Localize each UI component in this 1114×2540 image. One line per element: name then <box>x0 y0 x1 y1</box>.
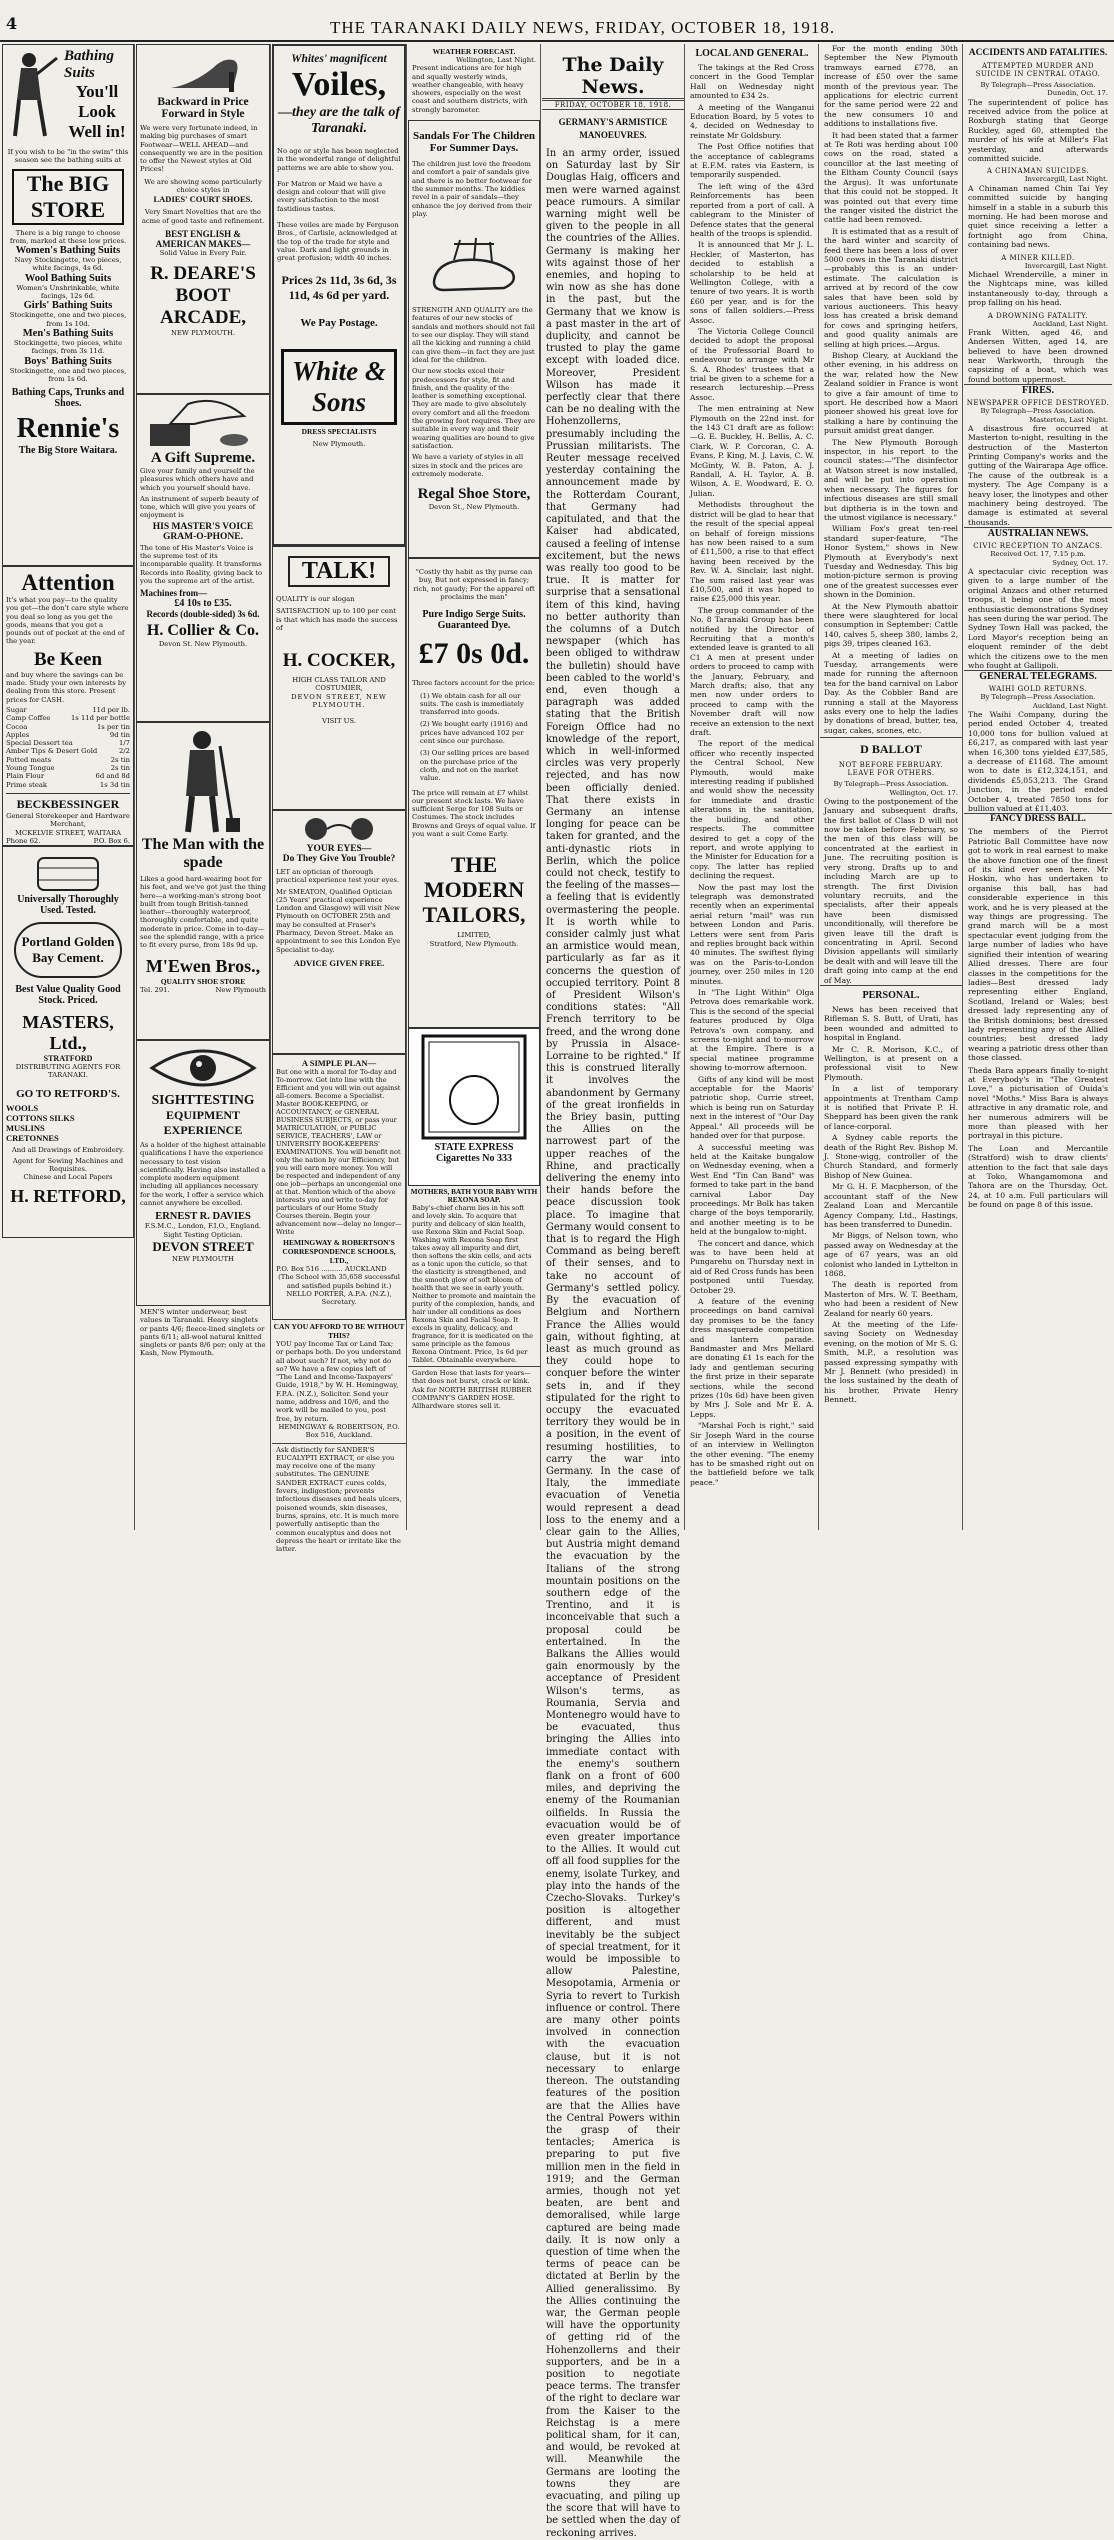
costly-quote: "Costly thy habit as thy purse can buy, But not expressed in fancy; rich, not gaudy; For the apparel oft proclaims the man" <box>413 568 535 601</box>
your-eyes: YOUR EYES— <box>306 844 372 854</box>
column-7 <box>820 44 963 1530</box>
price-row <box>6 756 130 764</box>
ballot-sub: NOT BEFORE FEBRUARY. <box>838 761 944 770</box>
universally-text: Universally Thoroughly Used. Tested. <box>17 894 119 916</box>
price-value: 1s 3d tin <box>99 780 130 789</box>
beck-sub: General Storekeeper and Hardware Merchant, <box>6 811 130 829</box>
price-value: 1/7 <box>119 739 130 748</box>
mewen-tel: Tel. 291. <box>140 985 170 994</box>
talk-heading: TALK! <box>288 556 390 587</box>
davies-cred: Sight Testing Optician. <box>163 1230 243 1239</box>
afford-sig: HEMINGWAY & ROBERTSON, P.O. Box 516, Auckland. <box>278 1422 400 1440</box>
daily-news-nameplate: The Daily News. <box>562 54 664 98</box>
retford-list: WOOLS COTTONS SILKS MUSLINS CRETONNES <box>6 1102 75 1143</box>
price-item: Special Dessert tea <box>6 739 73 748</box>
collier-town: Devon St. New Plymouth. <box>158 640 248 649</box>
hemingway-ad <box>272 1054 406 1320</box>
sandal-icon <box>412 222 536 302</box>
waitara-store: The Big Store Waitara. <box>18 445 118 457</box>
eye-icon <box>140 1044 266 1092</box>
modern-tailors-ad <box>408 558 540 1028</box>
big-range-text: There is a big range to choose from, marked at these low prices. <box>9 228 127 245</box>
deare-shoe-ad <box>136 44 270 394</box>
fires-text: A disastrous fire occurred at Masterton to-night, resulting in the destruction of the Masterton Printing Company's works and the gutting of the Wairarapa Age office. The cause of the outbreak is a mystery. The Age Company is a heavy loser, the linotypes and other machinery being destroyed. The damage is estimated at several thousands. <box>968 423 1108 527</box>
miner-place: Invercargill, Last Night. <box>1024 261 1108 270</box>
price-value: 2s tin <box>110 755 130 764</box>
chin-text: A Chinaman named Chin Tai Yey committed suicide by hanging himself in a stable in a suburb this morning. He had been morose and quiet since receiving a letter a fortnight ago from China, containing bad news. <box>968 183 1108 250</box>
price-row <box>6 781 130 789</box>
price-value: 1s 11d per bottle <box>70 714 130 723</box>
gen-text: The Waihi Company, during the period ended October 4, treated 10,000 tons for bullion valued at £6,217, as compared with last year when 16,300 tons yielded £37,585, a decrease of £1168. The amount won to date is £12,324,151, and dividends £5,053,213. The Grand Junction, in the period ended October 4, treated 7850 tons for bullion valued at £11,403. <box>968 709 1108 814</box>
factor-1: (1) We obtain cash for all our suits. The cash is immediately transferred into goods. <box>420 691 524 717</box>
price-value: 2s tin <box>110 764 130 773</box>
ballot-by: By Telegraph—Press Association. <box>833 780 949 789</box>
chinaman-heading: A CHINAMAN SUICIDES. <box>986 167 1090 176</box>
state-express-ad <box>408 1028 540 1186</box>
local-paragraph: The men entraining at New Plymouth on the 22nd inst. for the 143 C1 draft are as follow:—G. E. Buckley, H. Bellis, A. C. Clark, W. P. Corcoran, C. A. Evans, P. King, M. J. Lavis, C. W. McGinty, W. B. Paton, A. J. Randall, A. H. Taylor, A. B. Wilson, A. E. Woodward, E. O. Julian. <box>690 404 814 498</box>
aus-text: A spectacular civic reception was given to a large number of the original Anzacs and other returned troops, it being one of the most enthusiastic demonstrations Sydney has seen during the war period. The Sydney Town Hall was packed, the Lord Mayor's reception being an eloquent reminder of the debt which the citizens owe to the men who fought at Gallipoli. <box>968 566 1108 670</box>
list-item: Wool Bathing Suits Women's Unshrinkable, white facings, 12s 6d. <box>16 272 120 301</box>
showing-text: We are showing some particularly choice styles in <box>144 177 262 195</box>
retford-art: And all Drawings of Embroidery. <box>11 1145 125 1154</box>
sanders-text: Ask distinctly for SANDER'S EUCALYPTI EXTRACT, or else you may receive one of the many substitutes. The GENUINE SANDER EXTRACT cures colds, fevers, indigestion; prevents infectious diseases and heals ulcers, poisoned wounds, skin diseases, burns, sprains, etc. It is much more powerfully antiseptic than the common eucalyptus and does not depress the heart or irritate like the latter. <box>272 1443 406 1556</box>
local-paragraph: The group commander of the No. 8 Taranaki Group has been notified by the Director of Recruiting that a month's extended leave is granted to all C1 A men at present under orders to proceed to camp with the January, February, and March drafts; also, that any men now under orders to proceed to camp with the November draft will now receive an extension to the next draft. <box>690 605 814 738</box>
personal-heading: PERSONAL. <box>862 989 920 1001</box>
simple-text: But one with a moral for To-day and To-morrow. Get into line with the Efficient and you will win out against all-comers. Become a Specialist. Master BOOK-KEEPING, or ACCOUNTANCY, or GENERAL BUSINESS SUBJECTS, or pass your MATRICULATION, or PUBLIC SERVICE, TEACHERS', LAW or UNIVERSITY BOOK-KEEPERS' EXAMINATIONS. You will benefit not only the nation by our Efficiency, but you will earn more money. You will be respected and independent of any one job—perhaps an uncongenial one at that. Mention which of the above interests you and write to-day for particulars of our Home Study Courses therein. Begin your advancement now—delay no longer—Write <box>276 1068 402 1236</box>
price-row <box>6 739 130 747</box>
be-keen-text: and buy where the savings can be made. Study your own interests by dealing from this store. Present prices for CASH. <box>6 670 127 704</box>
white-sons-ad <box>272 44 406 546</box>
simple-plan: A SIMPLE PLAN— <box>301 1058 377 1068</box>
big-store-logo: The BIG STORE <box>12 169 124 225</box>
bathing-title: Bathing Suits <box>64 48 115 81</box>
factor-2: (2) We bought early (1916) and prices have advanced 102 per cent since our purchase. <box>420 720 528 746</box>
eyes-text2: Mr SMEATON, Qualified Optician (25 Years' practical experience London and Glasgow) will visit New Plymouth on OCTOBER 25th and may be consulted at Fraser's Pharmacy, Devon Street. Make an appointment to see this London Eye Specialist to-day. <box>276 887 401 954</box>
price-value: 6d and 8d <box>95 772 130 781</box>
local-paragraph: The Post Office notifies that the acceptance of cablegrams at E.F.M. rates via Eastern, is temporarily suspended. <box>690 142 814 180</box>
aus-place: Sydney, Oct. 17. <box>1052 558 1108 567</box>
price-row <box>6 772 130 780</box>
retford-agent: Agent for Sewing Machines and Requisites. <box>12 1156 124 1174</box>
voile-text1: No age or style has been neglected in the wonderful range of delightful patterns we are able to show you. <box>277 147 401 172</box>
gen-place: Auckland, Last Night. <box>1032 701 1108 710</box>
advice-free: ADVICE GIVEN FREE. <box>293 957 385 968</box>
cocker-addr: DEVON STREET, NEW PLYMOUTH. <box>291 692 387 710</box>
editorial-headline: GERMANY'S ARMISTICE MANOEUVRES. <box>558 117 668 140</box>
general-telegrams-heading: GENERAL TELEGRAMS. <box>979 671 1097 683</box>
davies-sub: F.S.M.C., London, F.I.O., England. <box>144 1222 262 1231</box>
machines-price: £4 10s to £35. <box>174 598 232 610</box>
records-price: Records (double-sided) 3s 6d. <box>146 609 260 620</box>
list-item: Girls' Bathing Suits Stockingette, one and two pieces, from 1s 10d. <box>9 300 127 328</box>
portland-cement: Portland Golden Bay Cement. <box>14 922 122 978</box>
modern-tailors-name: THE MODERN TAILORS, <box>422 852 526 928</box>
page-number: 4 <box>6 14 18 33</box>
regal-shoe-store: Regal Shoe Store, <box>417 486 531 503</box>
news-paragraph: At a meeting of ladies on Tuesday, arrangements were made for running the afternoon tea for the band carnival on Labor Day. As the Cobbler Band are running a stall at the Mayoress asks every one to help the ladies by donations of bread, butter, tea, sugar, cakes, scones, etc. <box>824 650 958 735</box>
man-spade-title: The Man with the spade <box>141 836 265 871</box>
weather-text: Present indications are for high and squally westerly winds, weather changeable, with heavy showers, especially on the west coast and southern districts, with strongly barometer. <box>412 64 528 114</box>
drown-text: Frank Witten, aged 46, and Andersen Witten, aged 14, are believed to have been drowned near Warkworth, through the capsizing of a boat, which was found bottom uppermost. <box>968 327 1108 384</box>
drown-heading: A DROWNING FATALITY. <box>987 311 1089 320</box>
ballot-title: D BALLOT <box>860 742 922 757</box>
personal-paragraph: Mr G. H. F. Macpherson, of the accountant staff of the New Zealand Loan and Mercantile Agency Company, Ltd., Hastings, has been transferred to Dunedin. <box>824 1182 958 1229</box>
australian-heading: AUSTRALIAN NEWS. <box>987 528 1089 540</box>
ws-town: New Plymouth. <box>312 439 366 448</box>
shoe-text: We were very fortunate indeed, in making big purchases of smart Footwear—WELL AHEAD—and consequently we are in the position to offer the Newest styles at Old Prices! <box>140 124 263 174</box>
stocks-text: Our new stocks excel their predecessors for style, fit and finish, and the quality of the leather is something exceptional. They are made to give absolutely every comfort and all the freedom the growing foot requires. They are suitable in every way and their wearing qualities are bound to give satisfaction. <box>412 367 535 450</box>
be-keen-heading: Be Keen <box>33 648 103 670</box>
mewen-town: New Plymouth <box>215 985 266 994</box>
list-item: Women's Bathing Suits Navy Stockingette, two pieces, white facings, 4s 6d. <box>14 245 122 273</box>
suit-price: £7 0s 0d. <box>418 637 530 671</box>
beckbessinger-ad <box>2 566 134 846</box>
cocker-sub: HIGH CLASS TAILOR AND COSTUMIER, <box>292 676 386 693</box>
hmv-text: The tone of His Master's Voice is the supreme test of its incomparable quality. It transforms Records into Reality, giving back to you the supreme art of the artist. <box>140 543 263 585</box>
regal-shoe-ad <box>408 120 540 558</box>
visit-us: VISIT US. <box>322 717 356 726</box>
cement-cask-icon <box>6 854 130 894</box>
column-3 <box>272 44 407 1554</box>
remain-text: The price will remain at £7 whilst our present stock lasts. We have sufficient Serge for 108 Suits or Costumes. The stock includes Browns and Greys of equal value. If you want a suit Come Early. <box>412 788 536 839</box>
eyes-text: LET an optician of thorough practical experience test your eyes. <box>276 868 399 885</box>
col7-paragraphs <box>820 44 962 735</box>
list-item: Men's Bathing Suits Stockingette, two pieces, white facings, from 3s 11d. <box>13 327 123 356</box>
ladies-court-shoes: LADIES' COURT SHOES. <box>153 194 253 205</box>
afford-text: YOU pay Income Tax or Land Tax; or perhaps both. Do you understand all about such? If not, why not do so? We have a few copies left of "The Land and Income-Taxpayers' Guide, 1918," by W. H. Hemingway, F.P.A. (N.Z.), Solicitor. Send your name, address and 10/6, and the work will be mailed to you, post free, by return. <box>276 1340 401 1423</box>
ballot-text: Owing to the postponement of the January and subsequent drafts, the first ballot of Class D will not now be taken before February, so the men of this class will be concentrated at the earliest in June. The recruiting position is very strong. Drafts up to and including March are up to strength. The first Division voluntary recruits, and the specialists, after their appeals have been dismissed unconditionally, will therefore be given leave till the draft is concentrating in April. Second Division appellants will similarly be dealt with and will leave till the draft going into camp at the end of May. <box>824 796 958 985</box>
collier-gramophone-ad <box>136 394 270 722</box>
deare-boot-arcade: R. DEARE'S BOOT ARCADE, <box>150 263 256 329</box>
bathing-figure-icon <box>6 48 64 138</box>
ballot-leave: LEAVE FOR OTHERS. <box>847 769 935 778</box>
local-paragraph: A successful meeting was held at the Kaitake bungalow on Wednesday evening, when a West End "Tin Can Band" was formed to take part in the band carnival Labor Day proceedings. Mr Bolk has taken charge of the boys temporarily, and another meeting is to be held at the bungalow to-night. <box>690 1142 814 1237</box>
personal-paragraph: Mr Biggs, of Nelson town, who passed away on Wednesday at the age of 67 years, was an old colonist who landed in Lyttelton in 1868. <box>824 1231 958 1278</box>
price-item: Camp Coffee <box>6 714 51 723</box>
news-paragraph: The New Plymouth Borough inspector, in his report to the council states:—"The disinfector at Watson street is now installed, and will be put into operation when necessary. The figures for infectious diseases are still small but diptheria is in the town and the utmost vigilance is necessary." <box>824 437 958 522</box>
price-value: 2/2 <box>119 747 130 756</box>
personal-paragraph: In a list of temporary appointments at Trentham Camp it is notified that Private P. H. Sheppard has been given the rank of lance-corporal. <box>824 1084 958 1131</box>
solid-value: Solid Value in Every Pair. <box>159 248 247 257</box>
voiles: Voiles, <box>291 66 387 103</box>
cocker-tailor-ad <box>272 546 406 810</box>
price-row <box>6 714 130 722</box>
hem-sig: NELLO PORTER, A.P.A. (N.Z.), Secretary. <box>286 1289 392 1307</box>
price-item: Amber Tips & Desert Gold <box>6 747 98 756</box>
personal-paragraph: The death is reported from Masterton of Mrs. W. T. Beetham, who had been a resident of New Zealand for nearly 60 years. <box>824 1280 958 1318</box>
editorial-date: FRIDAY, OCTOBER 18, 1918. <box>554 101 672 109</box>
equipment: EQUIPMENT <box>165 1108 240 1122</box>
fires-place: Masterton, Last Night. <box>1029 415 1108 424</box>
masthead <box>0 0 1114 42</box>
local-general-heading: LOCAL AND GENERAL. <box>695 48 809 59</box>
strength-text: STRENGTH AND QUALITY are the features of our new stocks of sandals and mothers should not fail to see our display. They will stand all the kicking and running a child can give them—in fact they are just ideal for the children. <box>412 306 535 364</box>
spectacles-icon <box>276 814 402 844</box>
price-item: Prime steak <box>6 780 48 789</box>
hem-note: (The School with 35,658 successful and satisfied pupils behind it.) <box>278 1273 400 1290</box>
fires-by: By Telegraph—Press Association. <box>980 407 1096 416</box>
aus-received: Received Oct. 17, 7.15 p.m. <box>990 550 1086 559</box>
retford-name: H. RETFORD, <box>10 1185 126 1206</box>
weather-place: Wellington, Last Night. <box>456 56 536 64</box>
youll-look-well: You'll Look Well in! <box>68 82 126 141</box>
sandals-text: The children just love the freedom and comfort a pair of sandals give and there is no better footwear for the summer months. The kiddies revel in a pair of sandals—they enhance the joy derived from their play. <box>412 160 532 218</box>
news-paragraph: It had been stated that a farmer at Te Roti was herding about 100 cows on the road, stated a councillor at the last meeting of the Eltham County Council (says the Argus). It was unfortunate that this could not be stopped. It was pointed out that every time the ranger visited the district the cattle had been removed. <box>824 130 958 225</box>
high-heel-shoe-icon <box>140 48 266 96</box>
column-5-editorial <box>542 44 685 2539</box>
masters-town: STRATFORD <box>43 1054 93 1063</box>
sandals-heading: Sandals For The Children For Summer Days. <box>413 130 535 155</box>
eyes-trouble: Do They Give You Trouble? <box>282 854 396 864</box>
news-paragraph: William Fox's great ten-reel standard super-feature, "The Honor System," shows in New Plymouth at Everybody's next Tuesday and Wednesday. This big motion-picture sermon is proving one of the greatest successes ever shown in the Dominion. <box>824 524 958 600</box>
rexona-heading: MOTHERS, BATH YOUR BABY WITH REXONA SOAP. <box>410 1188 538 1205</box>
caps-text: Bathing Caps, Trunks and Shoes. <box>11 387 125 410</box>
price-item: Cocoa <box>6 722 28 731</box>
local-paragraph: A feature of the evening proceedings on band carnival day promises to be the fancy dress masquerade competition and lantern parade. Bandmaster and Mrs Mellard are donating £1 1s each for the lady and gentleman securing the first prize in their separate sections, while the second prizes (10s 6d) have been given by Mrs J. Sole and Mr E. A. Lepps. <box>690 1297 814 1419</box>
gift-text: Give your family and yourself the pleasures which others have and which you yourself should have. <box>140 467 255 492</box>
hem-box: P.O. Box 516 .......... AUCKLAND <box>276 1265 387 1273</box>
price-row <box>6 706 130 714</box>
local-paragraph: Now the past may lost the telegraph was demonstrated recently when an experimental aerial return "mail" was run between London and Paris. Letters were sent from Paris and replies brought back within 40 minutes. The swiftest flying was on the Paris-to-London journey, over 250 miles in 120 minutes. <box>690 882 814 986</box>
pure-indigo: Pure Indigo Serge Suits. Guaranteed Dye. <box>422 609 526 632</box>
column-4 <box>408 44 541 1530</box>
personal-paragraph: Mr C. R. Morison, K.C., of Wellington, is at present on a professional visit to New Plymouth. <box>824 1044 958 1082</box>
bathing-items-list <box>6 245 130 383</box>
miner-text: Michael Wrenderville, a miner in the Nightcaps mine, was killed instantaneously to-day, through a prop falling on his head. <box>968 269 1108 308</box>
sight-testing: SIGHTTESTING <box>151 1092 255 1107</box>
big-store-ad <box>2 44 134 566</box>
garden-hose-text: Garden Hose that lasts for years—that does not burst, crack or kink. Ask for NORTH BRITISH RUBBER COMPANY'S GARDEN HOSE. Allhardware stores sell it. <box>408 1366 540 1412</box>
miner-heading: A MINER KILLED. <box>1001 253 1075 262</box>
voile-text3: These voiles are made by Ferguson Bros., of Carlisle, acknowledged at the top of the trade for style and value. Dark and light grounds in great profusion; width 40 inches. <box>277 221 399 263</box>
gift-text2: An instrument of superb beauty of tone, which will give you years of enjoyment is <box>140 494 259 520</box>
price-list <box>6 706 130 789</box>
factors-text: Three factors account for the price: <box>412 679 536 688</box>
price-row <box>6 731 130 739</box>
davies-sight-ad <box>136 1040 270 1306</box>
gift-supreme: A Gift Supreme. <box>150 450 256 466</box>
we-pay-postage: We Pay Postage. <box>300 316 378 329</box>
machines-from: Machines from— <box>140 588 208 599</box>
hmv-title: HIS MASTER'S VOICE GRAM-O-PHONE. <box>152 521 254 542</box>
local-paragraph: Gifts of any kind will be most acceptable for the Maoris' patriotic shop, Currie street, which is being run on Saturday next in the interest of "Our Day Appeal." All proceeds will be handed over for that purpose. <box>690 1074 814 1141</box>
novelties-text: Very Smart Novelties that are the acme of good taste and refinement. <box>141 208 265 225</box>
column-8 <box>964 44 1112 1530</box>
fires-heading: FIRES. <box>1022 385 1054 397</box>
local-paragraph: The report of the medical officer who recently inspected the Central School, New Plymouth, would make interesting reading if published and would show the necessity for immediate and drastic alterations in the sanitation, the building, and other respects. The committee desired to get a copy of the report, and wrote applying to the Minister for Education for a copy. The latter has replied declining the request. <box>690 739 814 881</box>
acc-by: By Telegraph—Press Association. <box>980 81 1096 89</box>
aus-sub: CIVIC RECEPTION TO ANZACS. <box>973 542 1103 551</box>
chin-place: Invercargill, Last Night. <box>1024 175 1108 184</box>
price-item: Young Tongue <box>6 764 55 773</box>
local-paragraphs <box>686 63 818 1487</box>
news-paragraph: For the month ending 30th September the New Plymouth tramways earned £778, an increase of £50 over the same month of the previous year. The applications for electric current for the same period were 22 and the new consumers 10 and additions to installations five. <box>824 44 958 129</box>
swim-intro: If you wish to be "in the swim" this season see the bathing suits at <box>7 148 129 165</box>
drown-place: Auckland, Last Night. <box>1032 319 1108 328</box>
local-paragraph: The Victoria College Council decided to adopt the proposal of the Professorial Board to endeavour to arrange with Mr S. A. Rhodes' trustees that a trial be given to a scheme for a research lectureship.—Press Assoc. <box>690 326 814 402</box>
local-paragraph: The left wing of the 43rd Reinforcements has been reported from a port of call. A cablegram to the Minister of Defence states that the general health of the troops is splendid. <box>690 181 814 238</box>
gramophone-icon <box>140 398 266 450</box>
deare-town: NEW PLYMOUTH. <box>170 329 236 338</box>
price-item: Apples <box>6 730 30 739</box>
retford-go: GO TO RETFORD'S. <box>16 1087 120 1100</box>
state-express-label: STATE EXPRESS Cigarettes No 333 <box>434 1142 514 1165</box>
accidents-sub: ATTEMPTED MURDER AND SUICIDE IN CENTRAL OTAGO. <box>975 62 1101 78</box>
sight-text: As a holder of the highest attainable qualifications I have the experience necessary to test vision scientifically. Having also installed a complete modern equipment including all appliances necessary for the work, I offer a service which cannot anywhere be excelled. <box>140 1141 266 1208</box>
rennies-logo: Rennie's <box>16 413 120 445</box>
personal-paragraph: News has been received that Rifleman S. S. Butt, of Urati, has been wounded and admitted to hospital in England. <box>824 1004 958 1043</box>
masters-sub: DISTRIBUTING AGENTS FOR TARANAKI. <box>15 1063 121 1080</box>
local-paragraph: Methodists throughout the district will be glad to hear that the result of the special appeal on behalf of foreign missions has now been raised to a sum of £11,500, a rise to that effect having been received by the Rev. W. A. Sinclair, last night. The sum raised last year was £10,500, and it was hoped to raise £25,000 this year. <box>690 500 814 604</box>
masters-cement-ad <box>2 846 134 1238</box>
talk-text: QUALITY is our slogan <box>276 595 355 603</box>
cocker-name: H. COCKER, <box>282 650 396 672</box>
retford-lace: Chinese and Local Papers <box>23 1173 113 1182</box>
mewen-name: M'Ewen Bros., <box>145 955 261 976</box>
devon-town: NEW PLYMOUTH <box>172 1254 234 1263</box>
beckbessinger-name: BECKBESSINGER <box>6 793 130 812</box>
news-paragraph: Bishop Cleary, at Auckland the other evening, in his address on the war, related how the New Zealand soldier in France is wont to give a fair amount of time to sport. He described how a Maori pioneer showed his great love for stalking a hare by continuing the pursuit amidst great danger. <box>824 351 958 436</box>
list-item: Boys' Bathing Suits Stockingette, one and two pieces, from 1s 6d. <box>9 355 127 383</box>
voile-text2: For Matron or Maid we have a design and colour that will give every satisfaction to the most fastidious tastes. <box>277 179 386 213</box>
voile-prices: Prices 2s 11d, 3s 6d, 3s 11d, 4s 6d per yard. <box>281 272 397 302</box>
forward-style: Forward in Style <box>161 108 245 120</box>
fires-sub: NEWSPAPER OFFICE DESTROYED. <box>966 399 1110 408</box>
whites-magnificent: Whites' magnificent <box>291 53 387 65</box>
cigarette-tin-icon <box>412 1032 536 1142</box>
talk-of-taranaki: —they are the talk of Taranaki. <box>277 105 401 136</box>
ballot-place: Wellington, Oct. 17. <box>889 788 958 797</box>
davies-name: ERNEST R. DAVIES <box>155 1211 251 1223</box>
mens-underwear-text: MEN'S winter underwear, best values in Taranaki. Heavy singlets or pants 4/6; fleece-lined singlets or pants 6/11; all-wool natural knitted singlets or pants 8/6 per; only at the Kash, New Plymouth. <box>140 1308 266 1358</box>
white-sons-logo: White & Sons <box>281 349 397 425</box>
price-row <box>6 747 130 755</box>
man-with-spade-icon <box>140 726 266 836</box>
attention-heading: Attention <box>21 570 115 595</box>
modern-town: Stratford, New Plymouth. <box>429 939 519 948</box>
price-item: Sugar <box>6 705 27 714</box>
attention-text: It's what you pay—to the quality you get—the don't care style where you deal so long as you get the goods, means that you get a pounds out of pocket at the end of the year. <box>6 596 129 646</box>
loan-text: The Loan and Mercantile (Stratford) wish to draw clients' attention to the fact that sale days at Toko, Whangamomona and Tahora are on the Thursday, Oct. 24, at 10 a.m. Full particulars will be found on page 8 of this issue. <box>968 1143 1108 1210</box>
devon-street: DEVON STREET <box>152 1238 254 1254</box>
best-english: BEST ENGLISH & AMERICAN MAKES— <box>155 228 251 249</box>
price-value: 11d per lb. <box>92 705 130 714</box>
local-paragraph: The concert and dance, which was to have been held at Pungarehu on Thursday next in aid of Red Cross funds has been postponed until Tuesday, October 29. <box>690 1238 814 1295</box>
man-spade-text: Likes a good hard-wearing boot for his feet, and we've got just the thing here—a working-man's strong boot built from tough British-tanned leather—thoroughly waterproof, thoroughly comfortable, and quite moderate in price. Come in to-day—see the splendid range, with a price to fit every purse, from 18s 9d up. <box>140 875 266 950</box>
price-row <box>6 723 130 731</box>
hemingway-name: HEMINGWAY & ROBERTSON'S CORRESPONDENCE SCHOOLS, LTD., <box>282 1238 396 1265</box>
afford-heading: CAN YOU AFFORD TO BE WITHOUT THIS? <box>273 1322 405 1340</box>
beck-town: MCKELVIE STREET, WAITARA <box>14 828 122 837</box>
editorial-body: In an army order, issued on Saturday last by Sir Douglas Haig, officers and men were warned against peace rumours. A similar warning might well be given to the people in all the countries of the Allies. Germany is making her wits against those of her enemies, and hoping to win now as she has done in the past, but the Germany that we know is a past master in the art of duplicity, and cannot be trusted to play the game except with loaded dice. Moreover, President Wilson has made it perfectly clear that there can be no dealing with the Hohenzollerns, presumably including the Prussian militarists. The Reuter message received yesterday containing the announcement made by the Rotterdam Courant, that Germany had capitulated, and that the Kaiser had abdicated, caused a feeling of intense excitement, but the news was really too good to be true. It is matter for surprise that a sensational item of this kind, having no better authority than the columns of a Dutch newspaper (which has been obliged to withdraw the bulletin) should have been cabled to the world's end, even though a paragraph was added stating that the British Foreign Office had no knowledge of the report, which in well-informed circles was very properly rejected, and has now been officially denied. That there exists in Germany an intense longing for peace can be taken for granted, and the anti-dynastic riots in Berlin, which the police could not check, testify to the feeling of the masses—a feeling that is evidently overmastering the people. It is worth while to consider calmly just what an armistice would mean, particularly as far as it concerns the question of occupied territory. Point 8 of President Wilson's conditions states: "All French territory to be freed, and the wrong done by Prussia in Alsace-Lorraine to be righted." If this is construed literally it involves the abandonment by Germany of the great ironfields in the Briey basin, putting the Allies on the narrowest part of the upper reaches of the Rhine, and practically delivering the enemy into their hands before the peace discussion took place. To imagine that Germany would consent to that is to regard the High Command as being bereft of their senses, and to take no account of Germany's settled policy. By the evacuation of Belgium and Northern France the Allies would gain, without fighting, at least as much ground as they could hope to conquer before the winter sets in, and if they stipulated for the right to occupy the evacuated territory they would be in a position, in the event of resuming hostilities, to carry the war into Germany. In the case of Italy, the immediate evacuation of Venetia would represent a dead loss to the enemy and a clear gain to the Allies, but Austria might demand the evacuation by the Italians of the strong mountain positions on the southern edge of the Trentino, and it is inconceivable that such a proposal could be entertained. In the Balkans the Allies would gain enormously by the acceptance of President Wilson's terms, as Roumania, Servia and Montenegro would have to be evacuated, thus bringing the Allies into immediate contact with the enemy's southern flank on a front of 600 miles, and depriving the enemy of the Roumanian oilfields. In Russia the evacuation would be of even greater importance to the Allies. It would cut off all food supplies for the enemy, isolate Turkey, and play into the hands of the Czecho-Slovaks. Turkey's position is altogether different, and must inevitably be the subject of special treatment, for it would be impossible to allow Palestine, Mesopotamia, Armenia or Syria to revert to Turkish influence or control. There are many other points involved in connection with the evacuation clause, but it is not necessary to enlarge thereon. The outstanding features of the position are that the Allies have the Central Powers within the grasp of their tentacles; America is preparing to put five million men in the field in 1919; and the German armies, though not yet beaten, are bent and demoralised, while large captured are being made daily. It is now only a question of time when the terms of peace can be dictated at Berlin by the Allied generalissimo. By the Allies continuing the war, the German people will have the opportunity of getting rid of the Hohenzollerns and their supporters, and be in a position to negotiate peace terms. The transfer of the right to declare war from the Kaiser to the Reichstag is a mere political sham, for it can, and would, be revoked at will. Meanwhile the Germans are looting the towns they are evacuating, and piling up the score that will have to be settled when the day of reckoning arrives. <box>546 148 680 2539</box>
column-1 <box>2 44 135 1530</box>
local-paragraph: The takings at the Red Cross concert in the Good Templar Hall on Wednesday night amounted to £34 2s. <box>690 63 814 101</box>
beck-phone: Phone 62. <box>6 836 41 845</box>
local-paragraph: "Marshal Foch is right," said Sir Joseph Ward in the course of an interview in Wellington the other evening. "The enemy has to be smashed right out on the battlefield before we talk peace." <box>690 1421 814 1487</box>
price-item: Potted meats <box>6 755 52 764</box>
weather-title: WEATHER FORECAST. <box>432 47 516 56</box>
modern-sub: LIMITED, <box>457 931 491 940</box>
talk-text2: SATISFACTION up to 100 per cent is that which has made the success of <box>276 607 398 632</box>
price-value: 9d tin <box>109 730 130 739</box>
ws-sub: DRESS SPECIALISTS <box>301 426 377 436</box>
acc-text: The superintendent of police has received advice from the police at Roxburgh stating that George Ruckley, aged 60, attempted the murder of his wife at Miller's Flat yesterday, and afterwards committed suicide. <box>968 97 1108 164</box>
local-paragraph: In "The Light Within" Olga Petrova does remarkable work. This is the second of the special features produced by Olga Petrova's own company, and screens to-night and to-morrow at the Empire. There is a special matinee programme showing to-morrow afternoon. <box>690 988 814 1073</box>
mewen-sub: QUALITY SHOE STORE <box>160 976 246 986</box>
backward-price: Backward in Price <box>157 96 249 108</box>
news-paragraph: It is estimated that as a result of the hard winter and scarcity of feed there has been a loss of over 5000 cows in the Taranaki district—probably this is an under-estimate. The calculation is arrived at by record of the cow sales that have been sold by various auctioneers. This heavy loss has created a brisk demand for cows and springing heifers, and good quality animals are selling at high prices.—Argus. <box>824 226 958 349</box>
smeaton-optician-ad <box>272 810 406 1054</box>
quality-text: Best Value Quality Good Stock. Priced. <box>15 984 121 1006</box>
beck-box: P.O. Box 6. <box>93 836 130 845</box>
fancy-dress-heading: FANCY DRESS BALL. <box>990 814 1086 825</box>
price-item: Plain Flour <box>6 772 45 781</box>
price-row <box>6 764 130 772</box>
mewen-spade-ad <box>136 722 270 1040</box>
regal-town: Devon St., New Plymouth. <box>428 503 520 512</box>
personal-paragraph: A Sydney cable reports the death of the Right Rev. Bishop M. J. Stone-wigg, controller of the Church Standard, and formerly Bishop of New Guinea. <box>824 1133 958 1180</box>
news-paragraph: At the New Plymouth abattoir there were slaughtered for local consumption in September: Cattle 140, calves 5, sheep 380, lambs 2, pigs 39, tripes cleaned 163. <box>824 601 958 649</box>
collier-name: H. Collier & Co. <box>146 622 260 640</box>
local-paragraph: It is announced that Mr J. L. Heckler, of Masterton, has decided to establish a scholarship to be held at Wellington College, with a tenure of two years. It is worth £60 per year, and is for the sons of fallen soldiers.—Press Assoc. <box>690 240 814 325</box>
accidents-heading: ACCIDENTS AND FATALITIES. <box>968 48 1108 58</box>
column-2 <box>136 44 271 1530</box>
column-6-local <box>686 44 819 1530</box>
personal-paragraph: At the meeting of the Life-saving Society on Wednesday evening, on the motion of Mr S. G. Smith, M.P., a resolution was passed expressing sympathy with Mr J. Bennett (who presided) in the loss sustained by the death of his brother, Private Henry Bennett. <box>824 1319 958 1405</box>
variety-text: We have a variety of styles in all sizes in stock and the prices are extremely moderate. <box>412 453 524 478</box>
experience: EXPERIENCE <box>163 1123 243 1137</box>
factor-3: (3) Our selling prices are based on the purchase price of the cloth, and not on the market value. <box>420 749 530 783</box>
gen-by: By Telegraph—Press Association. <box>980 693 1096 702</box>
rexona-text: Baby's-chief charm lies in his soft and lovely skin. To acquire that purity and delicacy of skin health, use Rexona Skin and Facial Soap. Washing with Rexona Soap first takes away all impurity and dirt, then softens the skin cells, and acts as a tonic upon the cuticle, so that the elasticity is strengthened, and the smooth glow of soft bloom of health that we see in early youth. Neither to promote and maintain the purity of the complexion, hands, and hair under all conditions as does Rexona Skin and Facial Soap. It excels in quality, delicacy, and fragrance, for it is medicated on the same principle as the famous Rexona Ointment. Price, 1s 6d per Tablet. Obtainable everywhere. <box>412 1204 536 1365</box>
fancy-text: The members of the Pierrot Patriotic Ball Committee have now got to work in real earnest to make the above function one of the finest of its kind ever seen here. Mr Hoskin, who has undertaken to organise this ball, has had considerable experience in this work, and he is very pleased at the way things are progressing. The grand march will be a most spectacular event judging from the large number of ladies who have signified their intention of wearing Allied dresses. There are four classes in the competitions for the ladies—Best dressed lady representing either England, Scotland, Ireland or Wales; best dressed lady representing any of the British dominions; best dressed lady representing any of the Allied countries; best dressed lady wearing a patriotic dress other than those classed. <box>968 827 1108 1063</box>
personal-paragraphs <box>820 1005 962 1405</box>
gen-sub: WAIHI GOLD RETURNS. <box>988 685 1088 694</box>
local-paragraph: A meeting of the Wanganui Education Board, by 5 votes to 4, decided on Wednesday to reinstate Mr Goldsbury. <box>690 102 814 140</box>
masters-name: MASTERS, Ltd., <box>22 1012 114 1053</box>
theda-text: Theda Bara appears finally to-night at Everybody's in "The Greatest Love," a picturisation of Ouida's novel "Moths." Miss Bara is always attractive in any dramatic role, and her numerous admirers will be more than pleased with her portrayal in this picture. <box>968 1065 1108 1141</box>
acc-place: Dunedin, Oct. 17. <box>1047 89 1108 98</box>
price-value: 1s per tin <box>96 722 130 731</box>
masthead-title: THE TARANAKI DAILY NEWS, FRIDAY, OCTOBER 18, 1918. <box>330 18 836 37</box>
